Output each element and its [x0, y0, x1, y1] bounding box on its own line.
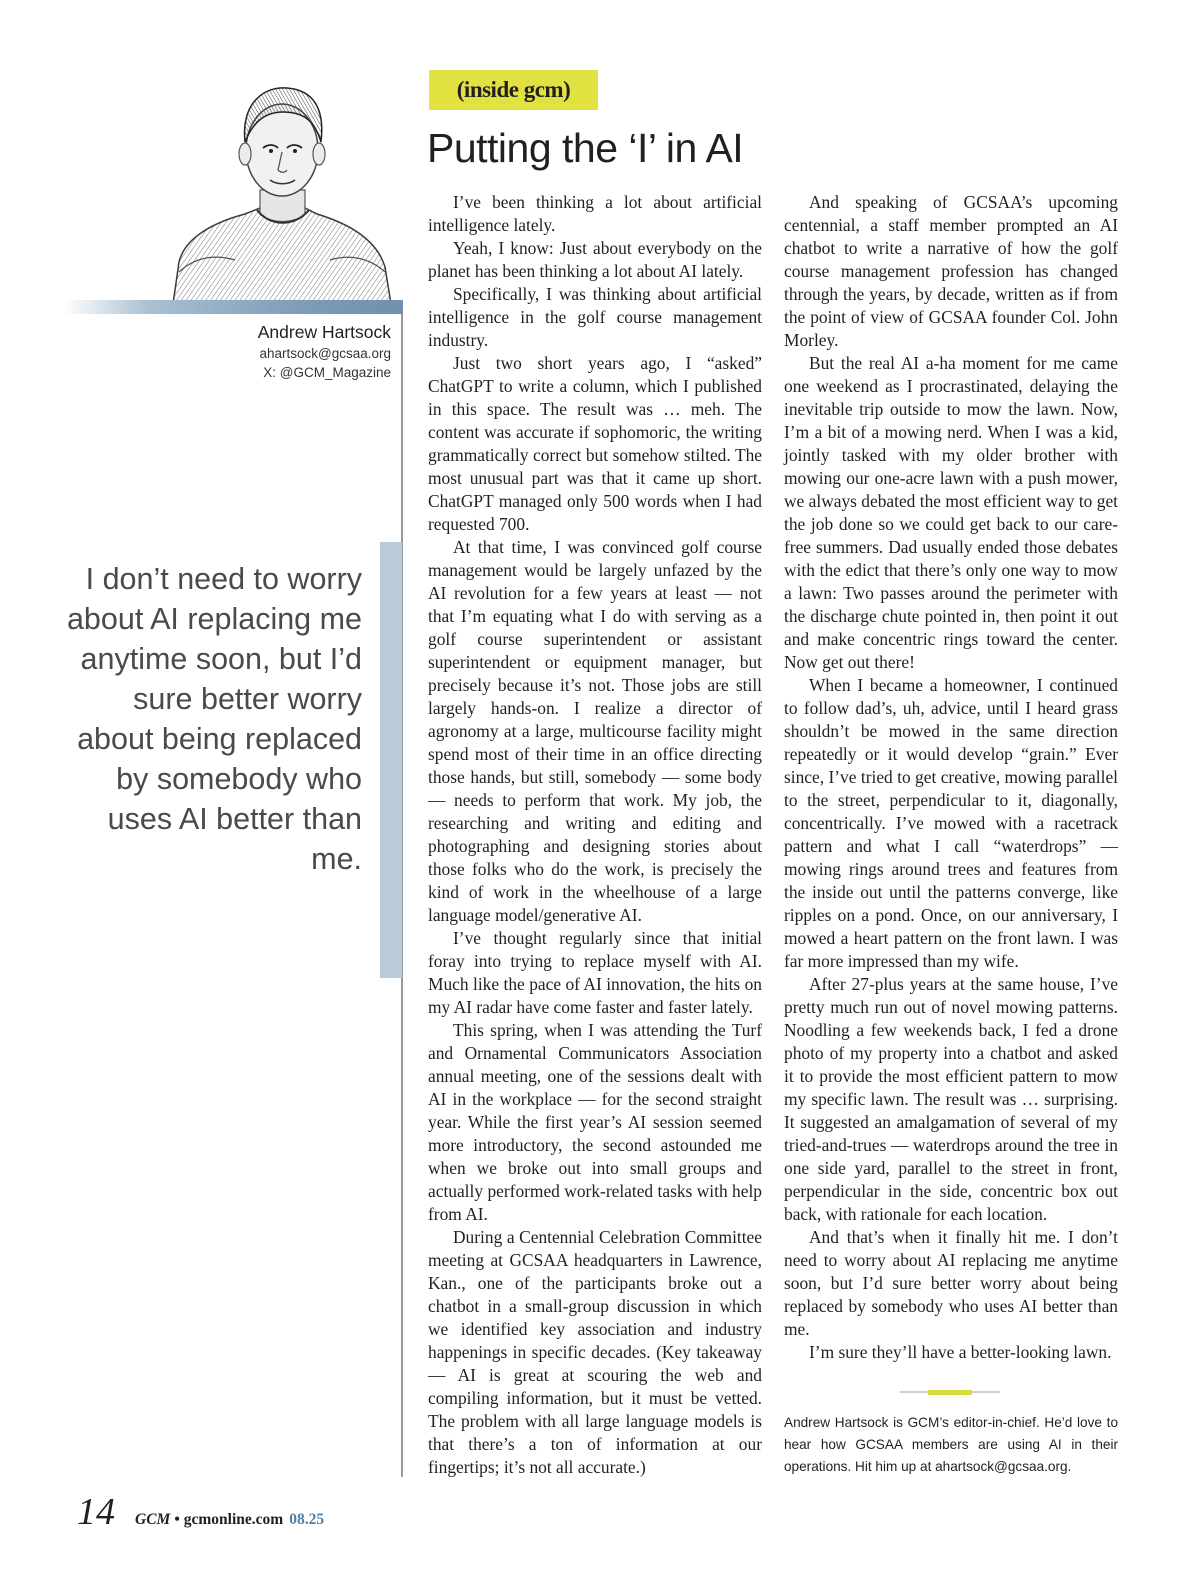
body-paragraph: But the real AI a-ha moment for me came one weekend as I procrastinated, delaying the inevitable trip outside to mow the lawn. Now, I’m a bit of a mowing nerd. When I was a kid, jointly tasked with my older brother with mowing our one-acre lawn with a push mower, we always debated the most efficient way to get the job done so we could get back to our care-free summers. Dad usually ended those debates with the edict that there’s only one way to mow a lawn: Two passes around the perimeter with the discharge chute pointed in, then point it out and make concentric rings toward the center. Now get out there! [784, 353, 1118, 672]
body-paragraph: During a Centennial Celebration Committee meeting at GCSAA headquarters in Lawrence, Kan., one of the participants broke out a chatbot in a small-group discussion in which we identified key association and industry happenings in specific decades. (Key takeaway — AI is great at scouring the web and compiling information, but it must be vetted. The problem with all large language models is that there’s a ton of information at our fingertips; it’s not all accurate.) [428, 1227, 762, 1477]
issue-date: 08.25 [289, 1511, 325, 1528]
page-footer [77, 1490, 324, 1534]
page-title: Putting the ‘I’ in AI [427, 125, 744, 171]
folio [135, 1511, 324, 1529]
body-paragraph: I’ve thought regularly since that initial foray into trying to replace myself with AI. Much like the pace of AI innovation, the hits on my AI radar have come faster and faster lately. [428, 928, 762, 1017]
body-paragraph: Specifically, I was thinking about artificial intelligence in the golf course management industry. [428, 284, 762, 350]
author-email[interactable]: ahartsock@gcsaa.org [259, 346, 391, 361]
body-paragraph: And speaking of GCSAA’s upcoming centennial, a staff member prompted an AI chatbot to write a narrative of how the golf course management profession has changed through the years, by decade, written as if from the point of view of GCSAA founder Col. John Morley. [784, 192, 1118, 350]
author-credit [258, 320, 391, 382]
body-paragraph: I’m sure they’ll have a better-looking lawn. [809, 1342, 1112, 1362]
author-rule [64, 300, 403, 314]
body-paragraph: Just two short years ago, I “asked” ChatGPT to write a column, which I published in this space. The result was … meh. The content was accurate if sophomoric, the writing grammatically correct but somehow stilted. The most unusual part was that it came up short. ChatGPT managed only 500 words when I had requested 700. [428, 353, 762, 534]
end-rule-accent [928, 1390, 972, 1395]
page-number: 14 [77, 1491, 115, 1533]
pull-quote-bar [380, 542, 402, 978]
body-paragraph: And that’s when it finally hit me. I don’t need to worry about AI replacing me anytime soon, but I’d sure better worry about being replaced by somebody who uses AI better than me. [784, 1227, 1118, 1339]
magazine-name: GCM [135, 1511, 171, 1528]
article-column-1 [428, 191, 762, 1479]
body-paragraph: After 27-plus years at the same house, I’ve pretty much run out of novel mowing patterns. Noodling a few weekends back, I fed a drone photo of my property into a chatbot and asked it to provide the most efficient pattern to mow my specific lawn. The result was … surprising. It suggested an amalgamation of several of my tried-and-trues — waterdrops around the tree in one side yard, parallel to the street in front, perpendicular in the side, concentric box out back, with rationale for each location. [784, 974, 1118, 1224]
body-paragraph: When I became a homeowner, I continued to follow dad’s, uh, advice, until I heard grass shouldn’t be mowed in the same direction repeatedly or it would develop “grain.” Ever since, I’ve tried to get creative, mowing parallel to the street, perpendicular to it, diagonally, concentrically. I’ve mowed with a racetrack pattern and what I call “waterdrops” — mowing rings around trees and features from the inside out until the patterns converge, like ripples on a pond. Once, on our anniversary, I mowed a heart pattern on the front lawn. I was far more impressed than my wife. [784, 675, 1118, 971]
author-social[interactable]: X: @GCM_Magazine [263, 365, 391, 380]
author-bio: Andrew Hartsock is GCM’s editor-in-chief. He’d love to hear how GCSAA members are using AI in their operations. Hit him up at ahartsock@gcsaa.org. [784, 1415, 1118, 1474]
author-name: Andrew Hartsock [257, 322, 391, 342]
body-paragraph: This spring, when I was attending the Turf and Ornamental Communicators Association annual meeting, one of the sessions dealt with AI in the workplace — for the second straight year. While the first year’s AI session seemed more introductory, the second astounded me when we broke out into small groups and actually performed work-related tasks with help from AI. [428, 1020, 762, 1224]
author-portrait [165, 72, 395, 304]
section-label: (inside gcm) [429, 70, 598, 110]
site-link[interactable]: gcmonline.com [183, 1511, 284, 1528]
body-paragraph: I’ve been thinking a lot about artificial intelligence lately. [428, 192, 762, 235]
body-paragraph: At that time, I was convinced golf course management would be largely unfazed by the AI revolution for a few years at least — not that I’m equating what I do with serving as a golf course superintendent or assistant superintendent or equipment manager, but precisely because it’s not. Those jobs are still largely hands-on. I realize a director of agronomy at a large, multicourse facility might spend most of their time in an office directing those hands, but still, somebody — some body — needs to perform that work. My job, the researching and writing and editing and photographing and designing stories about those folks who do the work, is precisely the kind of work in the wheelhouse of a large language model/generative AI. [428, 537, 762, 925]
article-column-2 [784, 191, 1118, 1364]
body-paragraph: Yeah, I know: Just about everybody on the planet has been thinking a lot about AI lately. [428, 238, 762, 281]
folio-separator: • [174, 1511, 180, 1528]
pull-quote: I don’t need to worry about AI replacing me anytime soon, but I’d sure better worry about being replaced by somebody who uses AI better than me. [66, 562, 362, 876]
